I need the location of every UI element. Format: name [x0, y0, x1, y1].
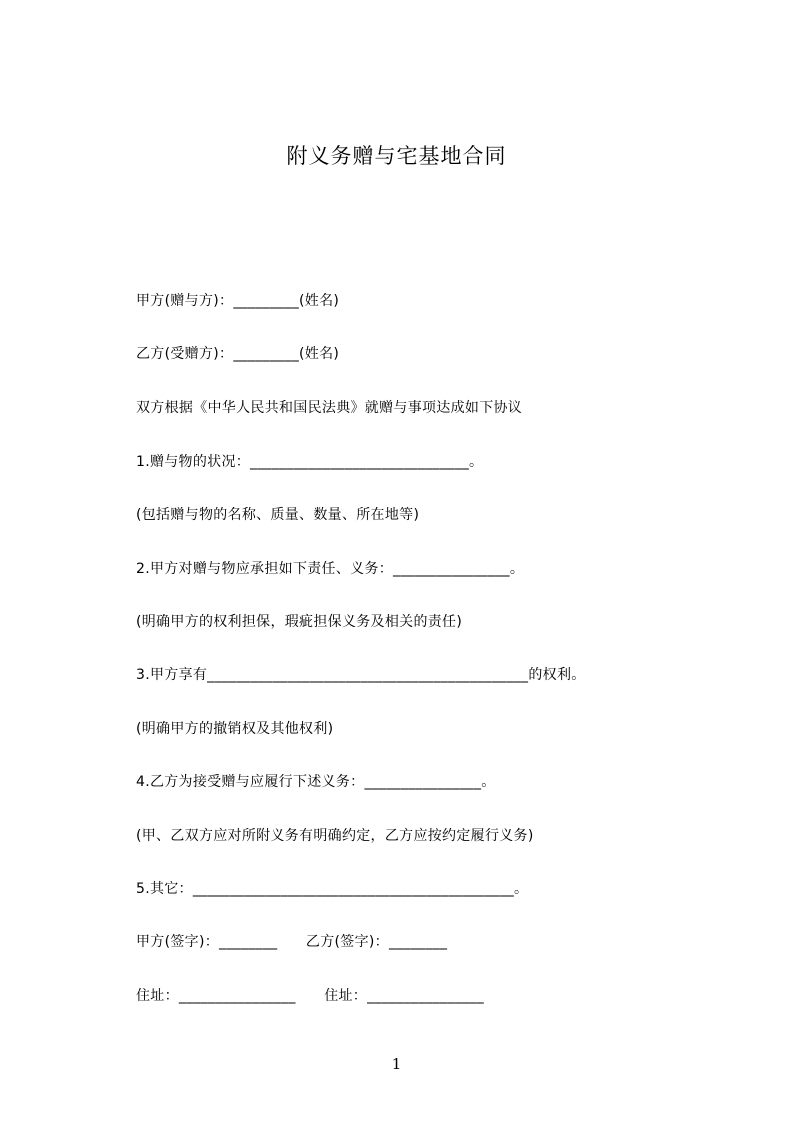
clause-3: 3.甲方享有____________________________________________的权利。: [136, 667, 586, 683]
clause-3-note: (明确甲方的撤销权及其他权利): [136, 721, 334, 737]
address-line: 住址：________________ 住址：________________: [136, 988, 484, 1004]
clause-1-note: (包括赠与物的名称、质量、数量、所在地等): [136, 507, 420, 523]
clause-2-note: (明确甲方的权利担保，瑕疵担保义务及相关的责任): [136, 614, 463, 630]
clause-2: 2.甲方对赠与物应承担如下责任、义务：________________。: [136, 561, 525, 577]
signature-line: 甲方(签字)：________ 乙方(签字)：________: [136, 934, 448, 950]
party-a-line: 甲方(赠与方)：_________(姓名): [136, 293, 340, 309]
agreement-intro: 双方根据《中华人民共和国民法典》就赠与事项达成如下协议: [136, 400, 523, 416]
clause-4-note: (甲、乙双方应对所附义务有明确约定，乙方应按约定履行义务): [136, 828, 534, 844]
page-number: 1: [391, 1055, 402, 1073]
document-title: 附义务赠与宅基地合同: [286, 144, 507, 168]
party-b-line: 乙方(受赠方)：_________(姓名): [136, 346, 340, 362]
clause-5: 5.其它：____________________________________________。: [136, 881, 529, 897]
clause-1: 1.赠与物的状况：______________________________。: [136, 454, 484, 470]
clause-4: 4.乙方为接受赠与应履行下述义务：________________。: [136, 774, 496, 790]
